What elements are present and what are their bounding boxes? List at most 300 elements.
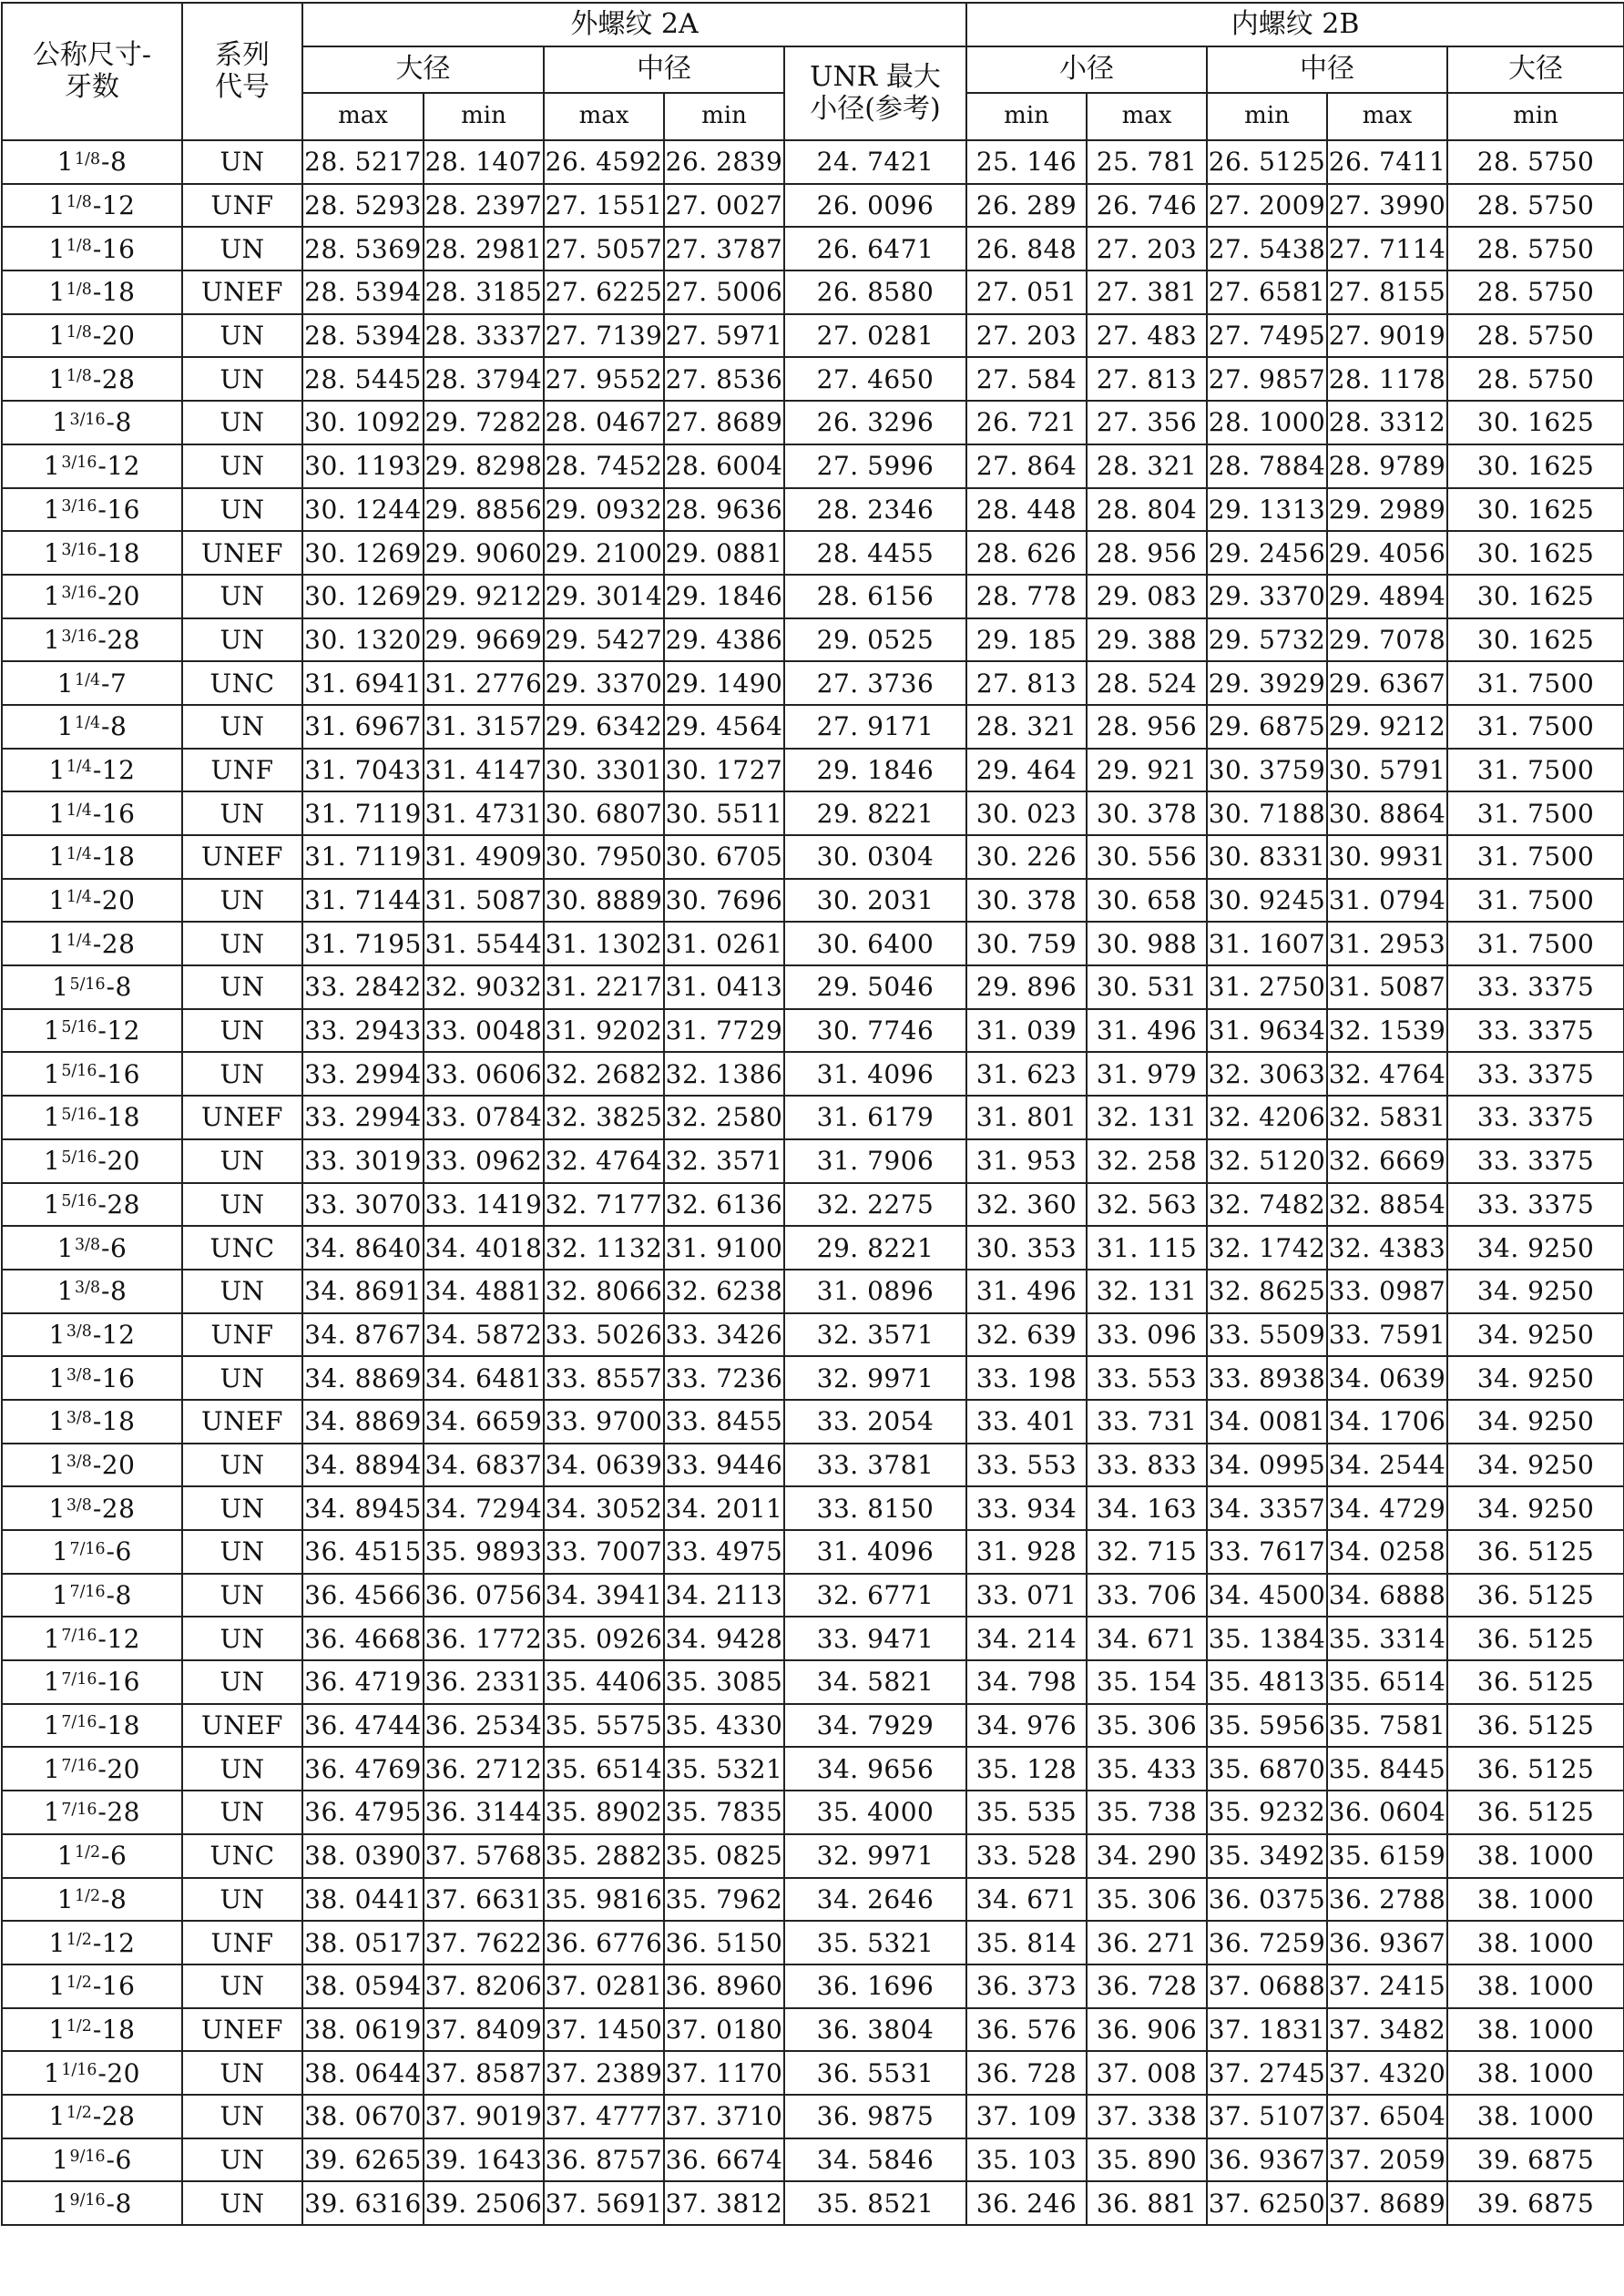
size-fraction: 3/16 [61,497,97,516]
cell-ext-major-max: 36. 4744 [302,1704,424,1748]
cell-int-major-min: 28. 5750 [1447,140,1624,184]
cell-int-major-min: 34. 9250 [1447,1486,1624,1530]
cell-int-minor-min: 31. 039 [966,1009,1087,1053]
size-fraction: 1/2 [66,1930,92,1949]
cell-size: 13/16-28 [2,618,182,662]
cell-ext-pitch-max: 29. 3370 [544,661,664,705]
cell-series: UN [182,575,302,618]
cell-size: 11/8-20 [2,314,182,358]
cell-int-minor-max: 29. 388 [1087,618,1207,662]
cell-ext-pitch-min: 33. 8455 [664,1400,784,1444]
cell-int-major-min: 38. 1000 [1447,1834,1624,1878]
cell-int-pitch-max: 37. 2415 [1327,1964,1447,2008]
cell-int-minor-max: 27. 381 [1087,270,1207,314]
cell-int-major-min: 38. 1000 [1447,1921,1624,1964]
cell-size: 19/16-8 [2,2181,182,2225]
cell-unr-minor-max: 33. 9471 [784,1617,966,1660]
cell-int-major-min: 38. 1000 [1447,2008,1624,2052]
cell-series: UN [182,314,302,358]
cell-int-minor-min: 31. 623 [966,1052,1087,1096]
cell-int-minor-max: 25. 781 [1087,140,1207,184]
cell-int-major-min: 39. 6875 [1447,2138,1624,2182]
cell-int-pitch-max: 31. 5087 [1327,965,1447,1009]
cell-series: UNEF [182,835,302,879]
cell-unr-minor-max: 32. 9971 [784,1834,966,1878]
cell-ext-pitch-min: 34. 9428 [664,1617,784,1660]
cell-series: UNC [182,1834,302,1878]
cell-size: 13/8-18 [2,1400,182,1444]
cell-ext-pitch-min: 29. 4386 [664,618,784,662]
cell-int-pitch-min: 26. 5125 [1207,140,1327,184]
cell-unr-minor-max: 29. 1846 [784,749,966,792]
cell-int-pitch-min: 32. 4206 [1207,1096,1327,1139]
header-series-line2: 代号 [215,70,270,103]
cell-int-pitch-max: 32. 8854 [1327,1183,1447,1227]
table-body [2,140,1624,2225]
cell-unr-minor-max: 32. 6771 [784,1574,966,1617]
cell-series: UN [182,1052,302,1096]
cell-int-pitch-max: 29. 4894 [1327,575,1447,618]
table-row [2,1009,1624,1053]
header-int-major-min: min [1447,93,1624,140]
cell-int-major-min: 30. 1625 [1447,444,1624,488]
cell-ext-pitch-min: 36. 5150 [664,1921,784,1964]
cell-size: 13/8-8 [2,1270,182,1313]
table-row [2,2051,1624,2095]
cell-unr-minor-max: 29. 8221 [784,791,966,835]
cell-ext-pitch-max: 35. 2882 [544,1834,664,1878]
size-fraction: 1/8 [66,193,92,212]
cell-int-minor-min: 25. 146 [966,140,1087,184]
cell-ext-major-min: 34. 6659 [424,1400,544,1444]
cell-series: UN [182,1964,302,2008]
cell-int-pitch-max: 35. 7581 [1327,1704,1447,1748]
cell-int-major-min: 36. 5125 [1447,1660,1624,1704]
cell-ext-major-max: 38. 0594 [302,1964,424,2008]
cell-series: UN [182,357,302,401]
cell-int-minor-min: 30. 023 [966,791,1087,835]
cell-ext-major-min: 31. 2776 [424,661,544,705]
cell-ext-pitch-min: 29. 1490 [664,661,784,705]
cell-int-minor-min: 36. 728 [966,2051,1087,2095]
cell-int-minor-max: 32. 131 [1087,1270,1207,1313]
cell-int-minor-min: 33. 528 [966,1834,1087,1878]
table-row [2,575,1624,618]
cell-int-pitch-min: 29. 1313 [1207,488,1327,532]
cell-ext-pitch-max: 27. 7139 [544,314,664,358]
cell-series: UN [182,1574,302,1617]
cell-ext-major-max: 36. 4566 [302,1574,424,1617]
cell-series: UN [182,1486,302,1530]
cell-ext-pitch-max: 27. 1551 [544,184,664,228]
cell-series: UNEF [182,531,302,575]
cell-ext-pitch-max: 36. 8757 [544,2138,664,2182]
cell-int-minor-max: 34. 163 [1087,1486,1207,1530]
cell-unr-minor-max: 26. 3296 [784,401,966,444]
cell-unr-minor-max: 34. 5821 [784,1660,966,1704]
cell-ext-pitch-max: 32. 7177 [544,1183,664,1227]
cell-unr-minor-max: 30. 7746 [784,1009,966,1053]
cell-int-pitch-min: 36. 0375 [1207,1878,1327,1922]
cell-int-pitch-max: 37. 8689 [1327,2181,1447,2225]
cell-int-pitch-max: 27. 8155 [1327,270,1447,314]
cell-ext-major-min: 32. 9032 [424,965,544,1009]
cell-int-pitch-max: 27. 7114 [1327,227,1447,270]
cell-int-minor-min: 33. 553 [966,1444,1087,1487]
size-fraction: 5/16 [61,1192,97,1211]
cell-ext-pitch-max: 37. 1450 [544,2008,664,2052]
cell-ext-pitch-max: 33. 7007 [544,1530,664,1574]
table-row [2,488,1624,532]
cell-series: UN [182,227,302,270]
cell-int-pitch-min: 36. 7259 [1207,1921,1327,1964]
cell-int-major-min: 31. 7500 [1447,661,1624,705]
cell-int-minor-max: 28. 524 [1087,661,1207,705]
cell-series: UN [182,1617,302,1660]
cell-int-pitch-min: 36. 9367 [1207,2138,1327,2182]
cell-ext-pitch-max: 35. 4406 [544,1660,664,1704]
cell-size: 11/4-7 [2,661,182,705]
cell-int-minor-min: 34. 798 [966,1660,1087,1704]
cell-unr-minor-max: 31. 6179 [784,1096,966,1139]
cell-int-pitch-min: 27. 5438 [1207,227,1327,270]
cell-size: 11/16-20 [2,2051,182,2095]
cell-size: 13/8-12 [2,1313,182,1357]
cell-series: UNF [182,749,302,792]
cell-ext-pitch-max: 32. 3825 [544,1096,664,1139]
cell-int-pitch-min: 30. 7188 [1207,791,1327,835]
cell-series: UNEF [182,1096,302,1139]
cell-int-pitch-min: 35. 6870 [1207,1747,1327,1791]
cell-ext-pitch-max: 35. 9816 [544,1878,664,1922]
cell-int-pitch-min: 29. 2456 [1207,531,1327,575]
cell-ext-pitch-max: 28. 7452 [544,444,664,488]
header-ext-pitch-min: min [664,93,784,140]
cell-ext-pitch-min: 31. 9100 [664,1226,784,1270]
size-fraction: 1/4 [66,888,92,907]
cell-int-pitch-min: 32. 8625 [1207,1270,1327,1313]
cell-int-pitch-min: 28. 1000 [1207,401,1327,444]
cell-ext-major-max: 39. 6316 [302,2181,424,2225]
cell-ext-major-min: 36. 2331 [424,1660,544,1704]
cell-unr-minor-max: 28. 6156 [784,575,966,618]
cell-int-pitch-max: 29. 2989 [1327,488,1447,532]
cell-int-major-min: 28. 5750 [1447,227,1624,270]
cell-int-minor-min: 26. 721 [966,401,1087,444]
size-fraction: 1/16 [61,2060,97,2079]
cell-int-pitch-min: 35. 1384 [1207,1617,1327,1660]
header-int-minor: 小径 [966,46,1207,93]
cell-ext-major-min: 39. 1643 [424,2138,544,2182]
cell-ext-pitch-min: 37. 0180 [664,2008,784,2052]
table-row [2,879,1624,923]
size-fraction: 7/16 [69,1539,106,1558]
cell-series: UN [182,1530,302,1574]
table-row [2,1704,1624,1748]
cell-int-pitch-min: 34. 4500 [1207,1574,1327,1617]
size-fraction: 1/4 [66,931,92,950]
cell-int-major-min: 28. 5750 [1447,357,1624,401]
cell-ext-major-max: 30. 1092 [302,401,424,444]
cell-int-minor-min: 33. 198 [966,1356,1087,1400]
cell-ext-pitch-min: 30. 5511 [664,791,784,835]
cell-unr-minor-max: 26. 0096 [784,184,966,228]
table-row [2,314,1624,358]
cell-int-pitch-max: 29. 9212 [1327,705,1447,749]
cell-ext-pitch-min: 35. 7835 [664,1791,784,1834]
cell-ext-major-min: 28. 2397 [424,184,544,228]
cell-series: UNF [182,1313,302,1357]
cell-unr-minor-max: 27. 0281 [784,314,966,358]
cell-ext-pitch-min: 35. 0825 [664,1834,784,1878]
cell-ext-major-min: 36. 2534 [424,1704,544,1748]
cell-int-major-min: 34. 9250 [1447,1400,1624,1444]
size-fraction: 3/8 [75,1235,100,1254]
cell-series: UN [182,922,302,965]
cell-ext-major-max: 33. 2994 [302,1052,424,1096]
table-row [2,2008,1624,2052]
cell-ext-pitch-max: 37. 0281 [544,1964,664,2008]
cell-unr-minor-max: 30. 0304 [784,835,966,879]
table-row [2,270,1624,314]
size-fraction: 1/8 [66,236,92,255]
size-fraction: 3/8 [66,1409,92,1428]
cell-ext-major-min: 34. 4018 [424,1226,544,1270]
cell-ext-major-min: 37. 8409 [424,2008,544,2052]
cell-int-major-min: 31. 7500 [1447,922,1624,965]
cell-int-minor-min: 30. 759 [966,922,1087,965]
header-ext-major: 大径 [302,46,544,93]
cell-int-pitch-max: 32. 4764 [1327,1052,1447,1096]
cell-int-minor-max: 29. 921 [1087,749,1207,792]
cell-ext-major-min: 29. 9212 [424,575,544,618]
cell-ext-pitch-max: 32. 2682 [544,1052,664,1096]
cell-ext-pitch-max: 35. 5575 [544,1704,664,1748]
cell-ext-major-max: 38. 0619 [302,2008,424,2052]
header-ext-major-max: max [302,93,424,140]
size-fraction: 1/2 [75,1887,100,1906]
cell-ext-pitch-min: 35. 7962 [664,1878,784,1922]
cell-int-minor-min: 31. 928 [966,1530,1087,1574]
cell-ext-pitch-max: 35. 8902 [544,1791,664,1834]
cell-unr-minor-max: 31. 4096 [784,1052,966,1096]
cell-ext-pitch-min: 35. 4330 [664,1704,784,1748]
header-series [182,3,302,140]
cell-int-minor-max: 33. 553 [1087,1356,1207,1400]
size-fraction: 1/4 [75,670,100,689]
cell-ext-major-min: 37. 9019 [424,2095,544,2138]
cell-int-minor-max: 30. 531 [1087,965,1207,1009]
cell-int-pitch-max: 27. 9019 [1327,314,1447,358]
cell-int-major-min: 33. 3375 [1447,1183,1624,1227]
cell-ext-major-max: 33. 3019 [302,1139,424,1183]
cell-int-pitch-min: 37. 1831 [1207,2008,1327,2052]
cell-int-minor-min: 29. 896 [966,965,1087,1009]
cell-int-pitch-max: 35. 6514 [1327,1660,1447,1704]
cell-ext-major-max: 31. 6941 [302,661,424,705]
cell-int-pitch-max: 32. 1539 [1327,1009,1447,1053]
cell-size: 13/8-28 [2,1486,182,1530]
table-row [2,2138,1624,2182]
cell-int-pitch-min: 34. 0081 [1207,1400,1327,1444]
cell-ext-major-max: 34. 8945 [302,1486,424,1530]
cell-int-major-min: 36. 5125 [1447,1704,1624,1748]
cell-unr-minor-max: 34. 2646 [784,1878,966,1922]
cell-int-minor-max: 28. 956 [1087,531,1207,575]
table-row [2,705,1624,749]
cell-unr-minor-max: 36. 1696 [784,1964,966,2008]
size-fraction: 3/16 [61,540,97,559]
size-fraction: 3/16 [69,410,106,429]
cell-ext-major-max: 38. 0644 [302,2051,424,2095]
cell-ext-pitch-max: 31. 2217 [544,965,664,1009]
size-fraction: 5/16 [61,1061,97,1080]
cell-unr-minor-max: 34. 5846 [784,2138,966,2182]
cell-ext-pitch-max: 32. 4764 [544,1139,664,1183]
cell-int-pitch-min: 35. 9232 [1207,1791,1327,1834]
cell-ext-pitch-min: 34. 2113 [664,1574,784,1617]
cell-ext-pitch-min: 27. 8689 [664,401,784,444]
cell-unr-minor-max: 27. 5996 [784,444,966,488]
header-int-major: 大径 [1447,46,1624,93]
cell-unr-minor-max: 26. 6471 [784,227,966,270]
cell-int-pitch-max: 28. 9789 [1327,444,1447,488]
cell-ext-major-max: 31. 7119 [302,791,424,835]
cell-int-pitch-max: 36. 0604 [1327,1791,1447,1834]
header-size-line2: 牙数 [65,70,119,103]
cell-size: 17/16-8 [2,1574,182,1617]
cell-int-minor-max: 30. 378 [1087,791,1207,835]
cell-ext-pitch-max: 32. 1132 [544,1226,664,1270]
cell-size: 11/8-12 [2,184,182,228]
cell-unr-minor-max: 29. 5046 [784,965,966,1009]
cell-ext-pitch-max: 30. 7950 [544,835,664,879]
cell-size: 19/16-6 [2,2138,182,2182]
cell-ext-major-max: 34. 8767 [302,1313,424,1357]
table-row [2,618,1624,662]
cell-ext-pitch-max: 32. 8066 [544,1270,664,1313]
cell-ext-major-min: 37. 5768 [424,1834,544,1878]
cell-unr-minor-max: 34. 9656 [784,1747,966,1791]
cell-ext-major-max: 33. 3070 [302,1183,424,1227]
cell-ext-major-min: 36. 1772 [424,1617,544,1660]
cell-int-pitch-min: 30. 8331 [1207,835,1327,879]
cell-int-major-min: 34. 9250 [1447,1313,1624,1357]
cell-ext-major-min: 33. 0606 [424,1052,544,1096]
cell-int-minor-max: 33. 731 [1087,1400,1207,1444]
cell-ext-major-min: 31. 5544 [424,922,544,965]
cell-int-minor-max: 27. 356 [1087,401,1207,444]
cell-ext-pitch-min: 36. 6674 [664,2138,784,2182]
size-fraction: 1/4 [66,758,92,777]
cell-ext-pitch-min: 31. 0261 [664,922,784,965]
table-row [2,1226,1624,1270]
cell-int-major-min: 34. 9250 [1447,1226,1624,1270]
cell-int-pitch-min: 31. 1607 [1207,922,1327,965]
table-row [2,1486,1624,1530]
cell-series: UN [182,791,302,835]
cell-int-pitch-max: 35. 8445 [1327,1747,1447,1791]
cell-ext-pitch-min: 30. 1727 [664,749,784,792]
cell-ext-pitch-max: 26. 4592 [544,140,664,184]
cell-ext-major-min: 36. 2712 [424,1747,544,1791]
cell-ext-major-max: 34. 8640 [302,1226,424,1270]
cell-size: 13/8-16 [2,1356,182,1400]
cell-int-pitch-max: 33. 7591 [1327,1313,1447,1357]
size-fraction: 3/8 [66,1322,92,1342]
cell-ext-pitch-max: 33. 9700 [544,1400,664,1444]
cell-int-minor-max: 28. 804 [1087,488,1207,532]
table-row [2,1878,1624,1922]
cell-unr-minor-max: 33. 3781 [784,1444,966,1487]
cell-ext-major-max: 34. 8869 [302,1400,424,1444]
header-int-pitch-max: max [1327,93,1447,140]
cell-ext-pitch-max: 33. 5026 [544,1313,664,1357]
cell-series: UNEF [182,1400,302,1444]
table-row [2,357,1624,401]
cell-int-pitch-max: 27. 3990 [1327,184,1447,228]
cell-ext-major-min: 39. 2506 [424,2181,544,2225]
cell-int-major-min: 38. 1000 [1447,2095,1624,2138]
cell-int-minor-max: 32. 131 [1087,1096,1207,1139]
size-fraction: 5/16 [61,1105,97,1124]
table-row [2,140,1624,184]
cell-int-minor-max: 36. 271 [1087,1921,1207,1964]
cell-int-major-min: 28. 5750 [1447,314,1624,358]
cell-ext-pitch-max: 36. 6776 [544,1921,664,1964]
cell-int-pitch-min: 37. 2745 [1207,2051,1327,2095]
cell-int-minor-max: 33. 706 [1087,1574,1207,1617]
cell-int-minor-min: 27. 051 [966,270,1087,314]
cell-int-minor-min: 34. 671 [966,1878,1087,1922]
cell-unr-minor-max: 30. 2031 [784,879,966,923]
cell-size: 13/16-12 [2,444,182,488]
cell-int-major-min: 31. 7500 [1447,705,1624,749]
cell-unr-minor-max: 27. 9171 [784,705,966,749]
table-row [2,1139,1624,1183]
cell-size: 13/16-16 [2,488,182,532]
table-row [2,1096,1624,1139]
cell-int-minor-min: 27. 813 [966,661,1087,705]
cell-ext-pitch-max: 27. 9552 [544,357,664,401]
cell-ext-major-min: 33. 0784 [424,1096,544,1139]
header-external: 外螺纹 2A [302,3,966,46]
cell-int-minor-max: 35. 890 [1087,2138,1207,2182]
table-row [2,1400,1624,1444]
cell-int-pitch-min: 27. 2009 [1207,184,1327,228]
cell-ext-pitch-max: 35. 0926 [544,1617,664,1660]
cell-int-major-min: 33. 3375 [1447,1139,1624,1183]
table-row [2,1791,1624,1834]
cell-int-pitch-max: 31. 2953 [1327,922,1447,965]
cell-ext-pitch-min: 27. 3787 [664,227,784,270]
cell-series: UN [182,401,302,444]
cell-ext-major-min: 29. 9060 [424,531,544,575]
cell-int-pitch-min: 35. 4813 [1207,1660,1327,1704]
cell-int-pitch-min: 27. 7495 [1207,314,1327,358]
cell-ext-major-max: 38. 0390 [302,1834,424,1878]
cell-ext-pitch-max: 34. 3941 [544,1574,664,1617]
table-row [2,1747,1624,1791]
size-fraction: 7/16 [61,1713,97,1732]
cell-int-pitch-max: 34. 1706 [1327,1400,1447,1444]
cell-ext-pitch-min: 30. 7696 [664,879,784,923]
cell-int-pitch-max: 37. 2059 [1327,2138,1447,2182]
cell-ext-major-max: 33. 2943 [302,1009,424,1053]
cell-ext-major-min: 31. 4731 [424,791,544,835]
cell-ext-major-max: 38. 0517 [302,1921,424,1964]
cell-int-minor-max: 35. 154 [1087,1660,1207,1704]
